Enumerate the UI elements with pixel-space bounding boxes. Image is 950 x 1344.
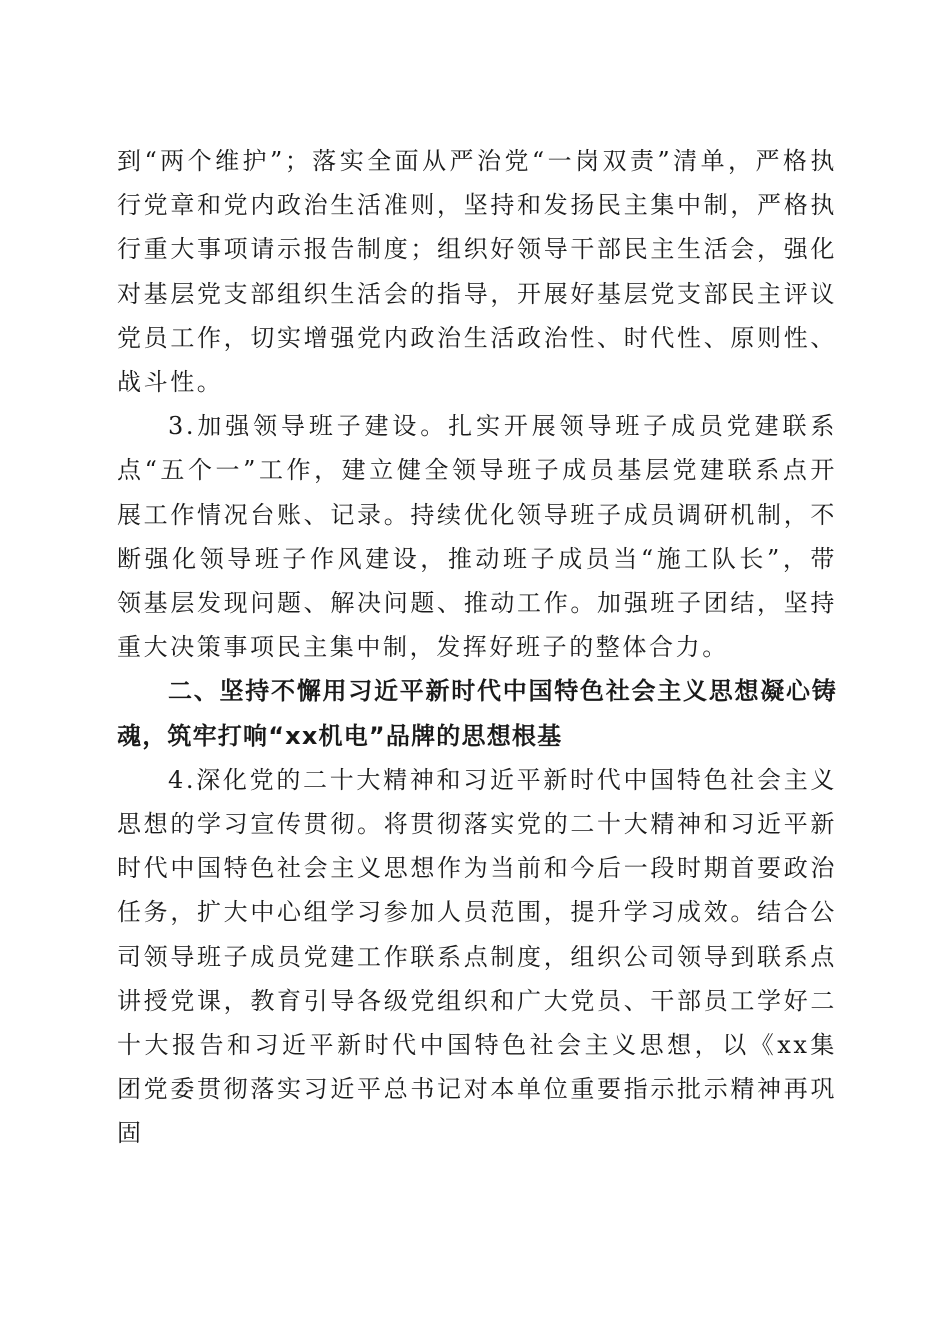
body-paragraph: 4.深化党的二十大精神和习近平新时代中国特色社会主义思想的学习宣传贯彻。将贯彻落实党的二十大精神和习近平新时代中国特色社会主义思想作为当前和今后一段时期首要政治任务，扩大中心组学习参加人员范围，提升学习成效。结合公司领导班子成员党建工作联系点制度，组织公司领导到联系点讲授党课，教育引导各级党组织和广大党员、干部员工学好二十大报告和习近平新时代中国特色社会主义思想，以《xx集团党委贯彻落实习近平总书记对本单位重要指示批示精神再巩固 <box>117 765 837 1148</box>
body-paragraph: 3.加强领导班子建设。扎实开展领导班子成员党建联系点“五个一”工作，建立健全领导班子成员基层党建联系点开展工作情况台账、记录。持续优化领导班子成员调研机制，不断强化领导班子作风建设，推动班子成员当“施工队长”，带领基层发现问题、解决问题、推动工作。加强班子团结，坚持重大决策事项民主集中制，发挥好班子的整体合力。 <box>117 412 837 662</box>
body-paragraph: 到“两个维护”；落实全面从严治党“一岗双责”清单，严格执行党章和党内政治生活准则，坚持和发扬民主集中制，严格执行重大事项请示报告制度；组织好领导干部民主生活会，强化对基层党支部组织生活会的指导，开展好基层党支部民主评议党员工作，切实增强党内政治生活政治性、时代性、原则性、战斗性。 <box>117 147 837 397</box>
section-heading: 二、坚持不懈用习近平新时代中国特色社会主义思想凝心铸魂，筑牢打响“xx机电”品牌的思想根基 <box>117 677 837 750</box>
document-body <box>117 139 837 1156</box>
